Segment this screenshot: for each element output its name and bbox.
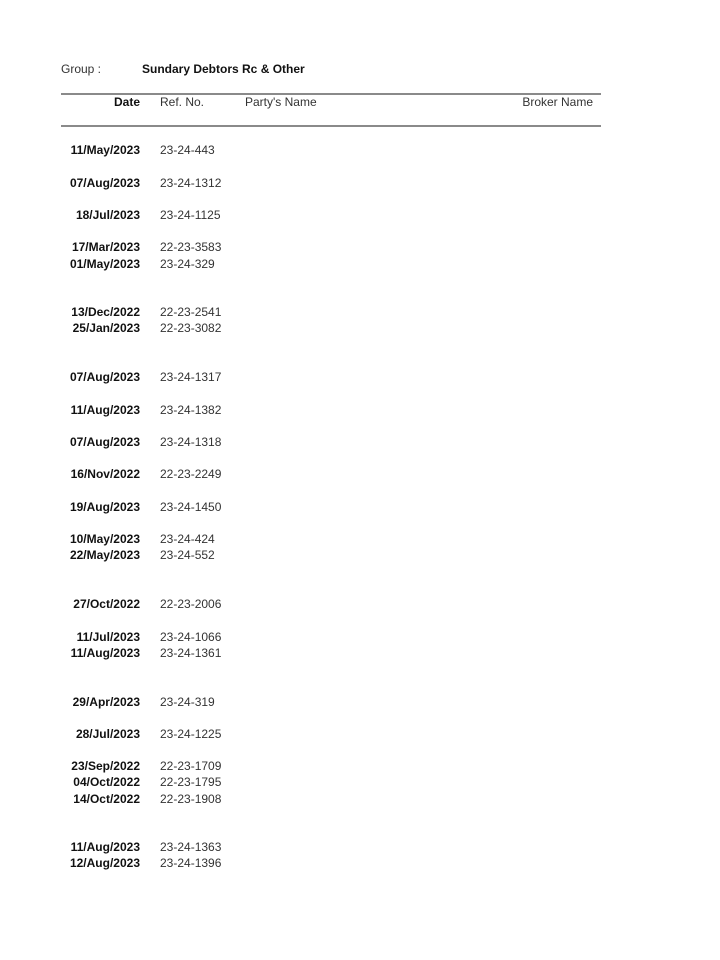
row-date: 16/Nov/2022 bbox=[70, 467, 140, 481]
table-row bbox=[0, 727, 720, 744]
row-date: 07/Aug/2023 bbox=[69, 435, 140, 449]
table-row bbox=[0, 257, 720, 274]
row-ref-no: 23-24-1125 bbox=[160, 208, 221, 222]
row-date: 17/Mar/2023 bbox=[71, 240, 140, 254]
row-date: 28/Jul/2023 bbox=[75, 727, 140, 741]
column-header-date: Date bbox=[113, 95, 140, 109]
row-ref-no: 22-23-1709 bbox=[160, 759, 222, 773]
table-row bbox=[0, 597, 720, 614]
table-row bbox=[0, 792, 720, 809]
table-row bbox=[0, 548, 720, 565]
row-date: 01/May/2023 bbox=[69, 257, 140, 271]
row-date: 10/May/2023 bbox=[69, 532, 140, 546]
row-date: 19/Aug/2023 bbox=[69, 500, 140, 514]
table-row bbox=[0, 646, 720, 663]
row-date: 23/Sep/2022 bbox=[71, 759, 140, 773]
row-ref-no: 22-23-3082 bbox=[160, 321, 222, 335]
row-ref-no: 22-23-2006 bbox=[160, 597, 222, 611]
row-ref-no: 23-24-443 bbox=[160, 143, 215, 157]
row-ref-no: 23-24-1318 bbox=[160, 435, 222, 449]
row-ref-no: 23-24-424 bbox=[160, 532, 215, 546]
row-ref-no: 23-24-1066 bbox=[160, 630, 222, 644]
row-ref-no: 23-24-1363 bbox=[160, 840, 222, 854]
header-bottom-rule bbox=[61, 125, 601, 127]
row-ref-no: 22-23-1908 bbox=[160, 792, 222, 806]
row-ref-no: 23-24-1450 bbox=[160, 500, 222, 514]
row-ref-no: 22-23-1795 bbox=[160, 775, 222, 789]
group-value: Sundary Debtors Rc & Other bbox=[142, 62, 305, 76]
row-date: 14/Oct/2022 bbox=[73, 792, 140, 806]
table-row bbox=[0, 305, 720, 322]
table-row bbox=[0, 532, 720, 549]
row-ref-no: 23-24-1312 bbox=[160, 176, 222, 190]
row-date: 12/Aug/2023 bbox=[69, 856, 140, 870]
row-date: 22/May/2023 bbox=[69, 548, 140, 562]
table-row bbox=[0, 240, 720, 257]
table-row bbox=[0, 500, 720, 517]
table-row bbox=[0, 435, 720, 452]
row-date: 18/Jul/2023 bbox=[75, 208, 140, 222]
row-ref-no: 23-24-1317 bbox=[160, 370, 222, 384]
table-row bbox=[0, 856, 720, 873]
row-date: 11/Jul/2023 bbox=[76, 630, 140, 644]
column-header-party-name: Party's Name bbox=[245, 95, 317, 109]
row-ref-no: 22-23-2541 bbox=[160, 305, 222, 319]
row-date: 11/Aug/2023 bbox=[70, 403, 140, 417]
row-ref-no: 23-24-329 bbox=[160, 257, 215, 271]
table-row bbox=[0, 370, 720, 387]
row-date: 25/Jan/2023 bbox=[72, 321, 140, 335]
row-ref-no: 22-23-2249 bbox=[160, 467, 222, 481]
row-date: 04/Oct/2022 bbox=[73, 775, 140, 789]
table-row bbox=[0, 403, 720, 420]
row-ref-no: 23-24-1396 bbox=[160, 856, 222, 870]
row-date: 11/May/2023 bbox=[70, 143, 140, 157]
row-ref-no: 23-24-1225 bbox=[160, 727, 222, 741]
row-date: 07/Aug/2023 bbox=[69, 370, 140, 384]
table-row bbox=[0, 176, 720, 193]
table-row bbox=[0, 143, 720, 160]
table-row bbox=[0, 840, 720, 857]
row-ref-no: 23-24-1361 bbox=[160, 646, 222, 660]
row-ref-no: 23-24-1382 bbox=[160, 403, 222, 417]
row-ref-no: 23-24-319 bbox=[160, 695, 215, 709]
row-ref-no: 23-24-552 bbox=[160, 548, 215, 562]
group-label: Group : bbox=[61, 62, 102, 76]
table-row bbox=[0, 208, 720, 225]
column-header-broker-name: Broker Name bbox=[522, 95, 593, 109]
row-date: 11/Aug/2023 bbox=[70, 840, 140, 854]
table-row bbox=[0, 467, 720, 484]
table-row bbox=[0, 630, 720, 647]
row-date: 11/Aug/2023 bbox=[70, 646, 140, 660]
row-date: 07/Aug/2023 bbox=[69, 176, 140, 190]
row-ref-no: 22-23-3583 bbox=[160, 240, 222, 254]
row-date: 13/Dec/2022 bbox=[71, 305, 140, 319]
table-row bbox=[0, 695, 720, 712]
table-row bbox=[0, 759, 720, 776]
row-date: 29/Apr/2023 bbox=[72, 695, 140, 709]
row-date: 27/Oct/2022 bbox=[73, 597, 140, 611]
table-row bbox=[0, 775, 720, 792]
column-header-ref-no: Ref. No. bbox=[160, 95, 205, 109]
table-row bbox=[0, 321, 720, 338]
